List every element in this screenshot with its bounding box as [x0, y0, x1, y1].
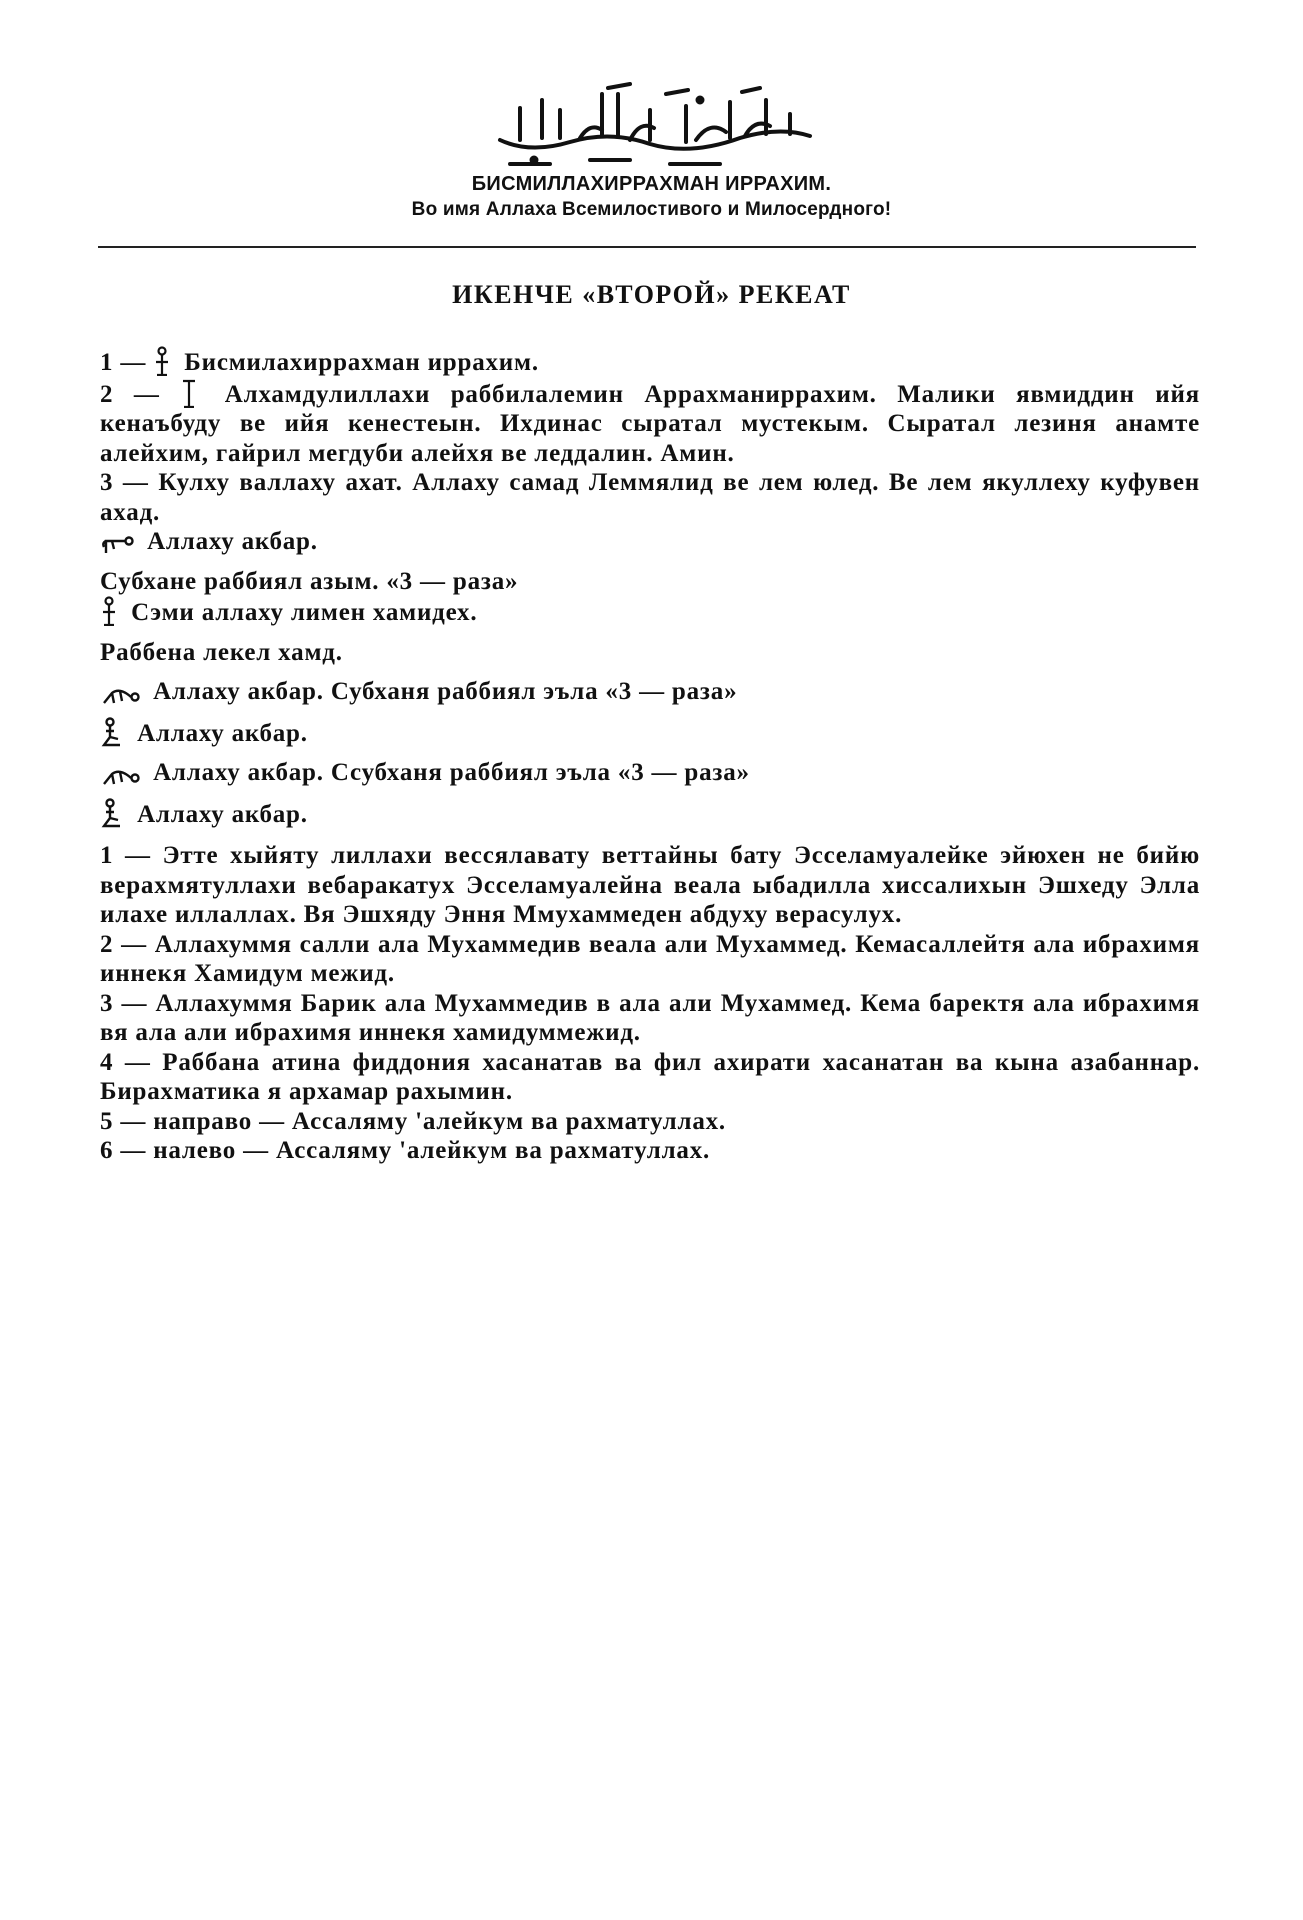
- line-11: [100, 798, 1200, 830]
- line-2: [100, 378, 1200, 469]
- basmala-title: БИСМИЛЛАХИРРАХМАН ИРРАХИМ.: [471, 173, 832, 195]
- prostrating-figure-icon: [100, 683, 140, 705]
- line-text: Аллаху акбар. Ссубханя раббиял эъла «3 — раза»: [153, 759, 750, 786]
- header-divider: [98, 246, 1196, 248]
- standing-figure-icon: [153, 346, 171, 376]
- line-7: Раббена лекел хамд.: [100, 638, 343, 666]
- line-text: Аллаху акбар.: [137, 800, 308, 828]
- basmala-calligraphy: [490, 80, 820, 170]
- tashahhud-item-4: 4 — Раббана атина фиддония хасанатав ва фил ахирати хасанатан ва кына азабаннар. Бирахматика я архамар рахымин.: [100, 1048, 1200, 1105]
- line-text: Аллаху акбар. Субханя раббиял эъла «3 — раза»: [153, 678, 738, 705]
- standing-figure-icon: [180, 378, 198, 408]
- line-text: Аллаху акбар.: [137, 719, 308, 747]
- line-1: [100, 346, 1200, 378]
- prostrating-figure-icon: [100, 764, 140, 786]
- prayer-text: [100, 346, 1200, 1166]
- line-text: Алхамдулиллахи раббилалемин Аррахманиррахим. Малики явмиддин ийя кенаъбуду ве ийя кенестеын. Ихдинас сыратал мустекым. Сыратал лезиня анамте алейхим, гайрил мегдуби алейхя ве леддалин. Амин.: [100, 380, 1200, 467]
- line-4: [100, 527, 1200, 557]
- line-text: Бисмилахиррахман иррахим.: [184, 349, 539, 376]
- line-number: 2 —: [100, 380, 160, 408]
- line-3: 3 — Кулху валлаху ахат. Аллаху самад Леммялид ве лем юлед. Ве лем якуллеху куфувен ахад.: [100, 469, 1200, 526]
- tashahhud-item-1: 1 — Этте хыйяту лиллахи вессялавату веттайны бату Эсселамуалейке эйюхен не бийю верахмятуллахи вебаракатух Эсселамуалейна веала ыбадилла хиссалихын Эшхеду Элла илахе иллаллах. Вя Эшхяду Эння Ммухаммеден абдуху верасулух.: [100, 842, 1200, 928]
- tashahhud-item-2: 2 — Аллахуммя салли ала Мухаммедив веала али Мухаммед. Кемасаллейтя ала ибрахимя иннекя Хамидум межид.: [100, 930, 1200, 987]
- page-title: ИКЕНЧЕ «ВТОРОЙ» РЕКЕАТ: [452, 280, 851, 309]
- line-5: Субхане раббиял азым. «3 — раза»: [100, 567, 519, 595]
- line-text: Сэми аллаху лимен хамидех.: [131, 599, 478, 626]
- basmala-translation: Во имя Аллаха Всемилостивого и Милосердного!: [411, 199, 892, 220]
- line-8: [100, 677, 1200, 707]
- line-number: 1 —: [100, 349, 147, 376]
- line-9: [100, 717, 1200, 749]
- sitting-figure-icon: [100, 798, 124, 828]
- tashahhud-item-3: 3 — Аллахуммя Барик ала Мухаммедив в ала али Мухаммед. Кема баректя ала ибрахимя вя ала али ибрахимя иннекя хамидуммежид.: [100, 989, 1200, 1046]
- line-10: [100, 758, 1200, 788]
- tashahhud-item-5: 5 — направо — Ассаляму 'алейкум ва рахматуллах.: [100, 1107, 726, 1135]
- line-text: Аллаху акбар.: [147, 528, 318, 555]
- line-6: [100, 596, 1200, 628]
- tashahhud-item-6: 6 — налево — Ассаляму 'алейкум ва рахматуллах.: [100, 1137, 711, 1164]
- sitting-figure-icon: [100, 717, 124, 747]
- standing-figure-icon: [100, 596, 118, 626]
- bowing-figure-icon: [100, 533, 134, 555]
